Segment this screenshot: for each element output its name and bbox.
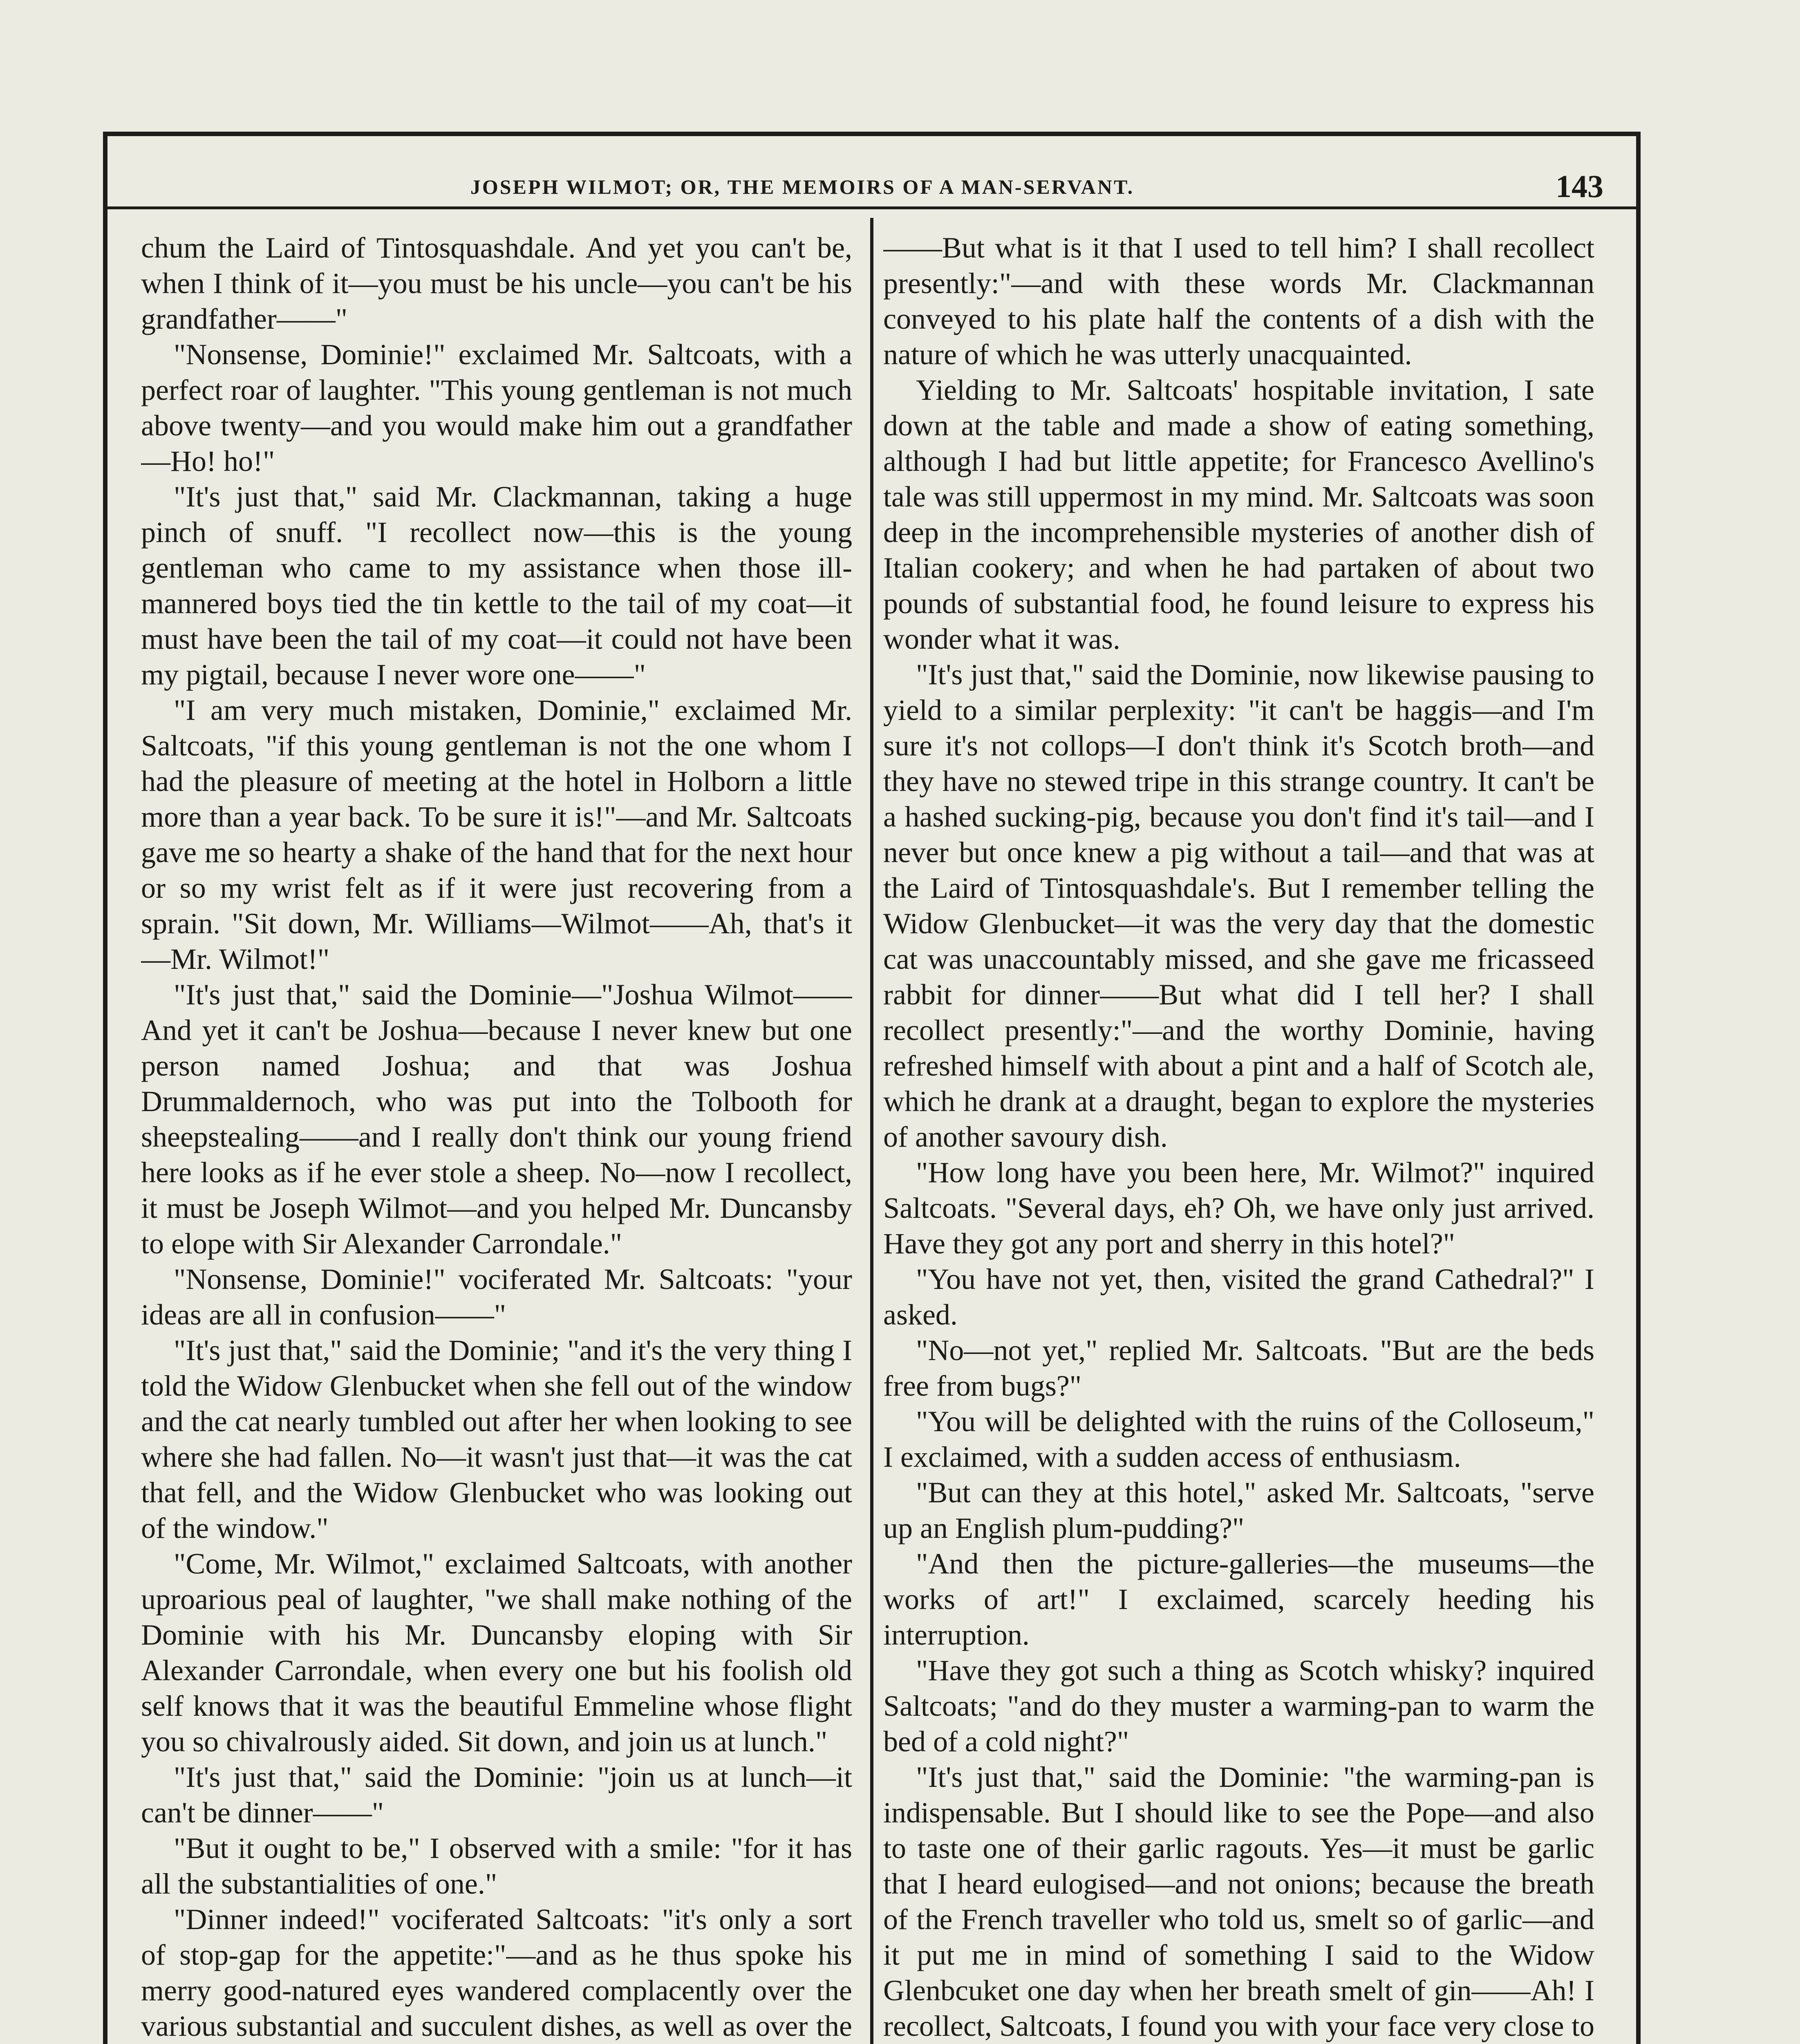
paragraph: "It's just that," said the Dominie—"Joshua Wilmot——And yet it can't be Joshua—because I never knew but one person named Joshua; and that was Joshua Drummaldernoch, who was put into the Tolbooth for sheepstealing——and I really don't think our young friend here looks as if he ever stole a sheep. No—now I recollect, it must be Joseph Wilmot—and you helped Mr. Duncansby to elope with Sir Alexander Carrondale."	[141, 978, 852, 1260]
paragraph: "Nonsense, Dominie!" vociferated Mr. Saltcoats: "your ideas are all in confusion——"	[141, 1263, 852, 1331]
paragraph: "Come, Mr. Wilmot," exclaimed Saltcoats, with another uproarious peal of laughter, "we shall make nothing of the Dominie with his Mr. Duncansby eloping with Sir Alexander Carrondale, when every one but his foolish old self knows that it was the beautiful Emmeline whose flight you so chivalrously aided. Sit down, and join us at lunch."	[141, 1547, 852, 1758]
paragraph: chum the Laird of Tintosquashdale. And yet you can't be, when I think of it—you must be his uncle—you can't be his grandfather——"	[141, 231, 852, 335]
paragraph: "Have they got such a thing as Scotch whisky? inquired Saltcoats; "and do they muster a warming-pan to warm the bed of a cold night?"	[883, 1654, 1594, 1758]
right-column	[883, 230, 1594, 2044]
paragraph: "It's just that," said Mr. Clackmannan, taking a huge pinch of snuff. "I recollect now—this is the young gentleman who came to my assistance when those ill-mannered boys tied the tin kettle to the tail of my coat—it must have been the tail of my coat—it could not have been my pigtail, because I never wore one——"	[141, 480, 852, 691]
paragraph: "It's just that," said the Dominie: "the warming-pan is indispensable. But I should like to see the Pope—and also to taste one of their garlic ragouts. Yes—it must be garlic that I heard eulogised—and not onions; because the breath of the French traveller who told us, smelt so of garlic—and it put me in mind of something I said to the Widow Glenbcuket one day when her breath smelt of gin——Ah! I recollect, Saltcoats, I found you with your face very close to	[883, 1761, 1594, 2042]
paragraph: "I am very much mistaken, Dominie," exclaimed Mr. Saltcoats, "if this young gentleman is not the one whom I had the pleasure of meeting at the hotel in Holborn a little more than a year back. To be sure it is!"—and Mr. Saltcoats gave me so hearty a shake of the hand that for the next hour or so my wrist felt as if it were just recovering from a sprain. "Sit down, Mr. Williams—Wilmot——Ah, that's it—Mr. Wilmot!"	[141, 694, 852, 975]
paragraph: Yielding to Mr. Saltcoats' hospitable invitation, I sate down at the table and made a show of eating something, although I had but little appetite; for Francesco Avellino's tale was still uppermost in my mind. Mr. Saltcoats was soon deep in the incomprehensible mysteries of another dish of Italian cookery; and when he had partaken of about two pounds of substantial food, he found leisure to express his wonder what it was.	[883, 374, 1594, 655]
paragraph: "No—not yet," replied Mr. Saltcoats. "But are the beds free from bugs?"	[883, 1334, 1594, 1402]
left-column	[141, 230, 852, 2044]
paragraph: "Nonsense, Dominie!" exclaimed Mr. Saltcoats, with a perfect roar of laughter. "This young gentleman is not much above twenty—and you would make him out a grandfather—Ho! ho!"	[141, 338, 852, 477]
running-title: JOSEPH WILMOT; OR, THE MEMOIRS OF A MAN-SERVANT.	[470, 175, 1135, 198]
paragraph: "It's just that," said the Dominie; "and it's the very thing I told the Widow Glenbucket when she fell out of the window and the cat nearly tumbled out after her when looking to see where she had fallen. No—it wasn't just that—it was the cat that fell, and the Widow Glenbucket who was looking out of the window."	[141, 1334, 852, 1544]
page-frame	[103, 132, 1641, 2044]
page-number: 143	[1556, 168, 1603, 204]
paragraph: "You will be delighted with the ruins of the Colloseum," I exclaimed, with a sudden access of enthusiasm.	[883, 1405, 1594, 1473]
paragraph: "But it ought to be," I observed with a smile: "for it has all the substantialities of one."	[141, 1832, 852, 1900]
paragraph: "But can they at this hotel," asked Mr. Saltcoats, "serve up an English plum-pudding?"	[883, 1476, 1594, 1544]
paragraph: ——But what is it that I used to tell him? I shall recollect presently:"—and with these words Mr. Clackmannan conveyed to his plate half the contents of a dish with the nature of which he was utterly unacquainted.	[883, 231, 1594, 371]
paragraph: "You have not yet, then, visited the grand Cathedral?" I asked.	[883, 1263, 1594, 1331]
column-divider	[870, 218, 873, 2044]
header-rule	[107, 206, 1636, 209]
paragraph: "Dinner indeed!" vociferated Saltcoats: "it's only a sort of stop-gap for the appetite:"—and as he thus spoke his merry good-natured eyes wandered complacently over the various substantial and succulent dishes, as well as over the	[141, 1903, 852, 2042]
page-header	[107, 136, 1636, 206]
paragraph: "And then the picture-galleries—the museums—the works of art!" I exclaimed, scarcely heeding his interruption.	[883, 1547, 1594, 1651]
paragraph: "It's just that," said the Dominie, now likewise pausing to yield to a similar perplexity: "it can't be haggis—and I'm sure it's not collops—I don't think it's Scotch broth—and they have no stewed tripe in this strange country. It can't be a hashed sucking-pig, because you don't find it's tail—and I never but once knew a pig without a tail—and that was at the Laird of Tintosquashdale's. But I remember telling the Widow Glenbucket—it was the very day that the domestic cat was unaccountably missed, and she gave me fricasseed rabbit for dinner——But what did I tell her? I shall recollect presently:"—and the worthy Dominie, having refreshed himself with about a pint and a half of Scotch ale, which he drank at a draught, began to explore the mysteries of another savoury dish.	[883, 658, 1594, 1153]
paragraph: "How long have you been here, Mr. Wilmot?" inquired Saltcoats. "Several days, eh? Oh, we have only just arrived. Have they got any port and sherry in this hotel?"	[883, 1156, 1594, 1260]
paragraph: "It's just that," said the Dominie: "join us at lunch—it can't be dinner——"	[141, 1761, 852, 1829]
